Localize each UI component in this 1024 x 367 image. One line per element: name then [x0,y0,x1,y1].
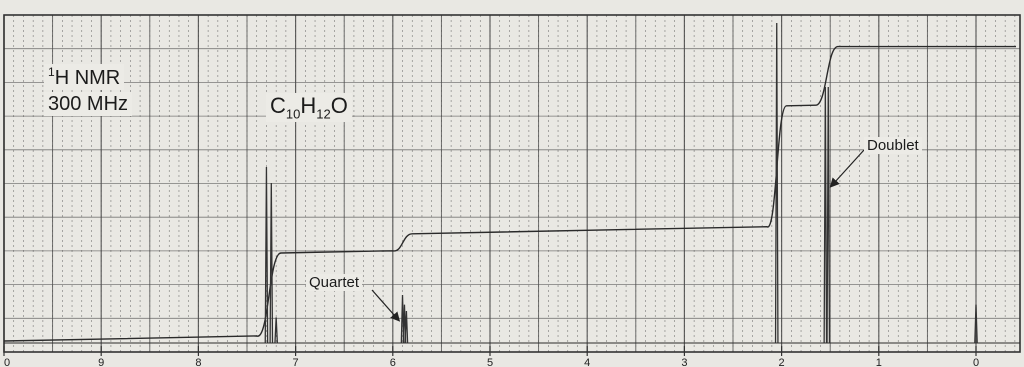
x-tick-label: 0 [4,357,11,367]
quartet-annotation: Quartet [306,274,362,291]
nucleus-label: $^1$H NMR [44,64,124,90]
doublet-annotation: Doublet [864,137,922,154]
molecular-formula: $C_{10}H_{12}O$ [266,93,352,122]
x-tick-label: 8 [195,357,202,367]
x-tick-label: 0 [972,357,980,367]
x-tick-label: 9 [98,357,105,367]
x-tick-label: 6 [389,357,396,367]
x-tick-label: 1 [875,357,882,367]
x-tick-label: 2 [778,357,785,367]
x-tick-label: 4 [584,357,591,367]
x-tick-label: 3 [681,357,688,367]
frequency-label: 300 MHz [44,92,132,116]
x-tick-label: 5 [486,357,494,367]
x-tick-label: 7 [292,357,299,367]
